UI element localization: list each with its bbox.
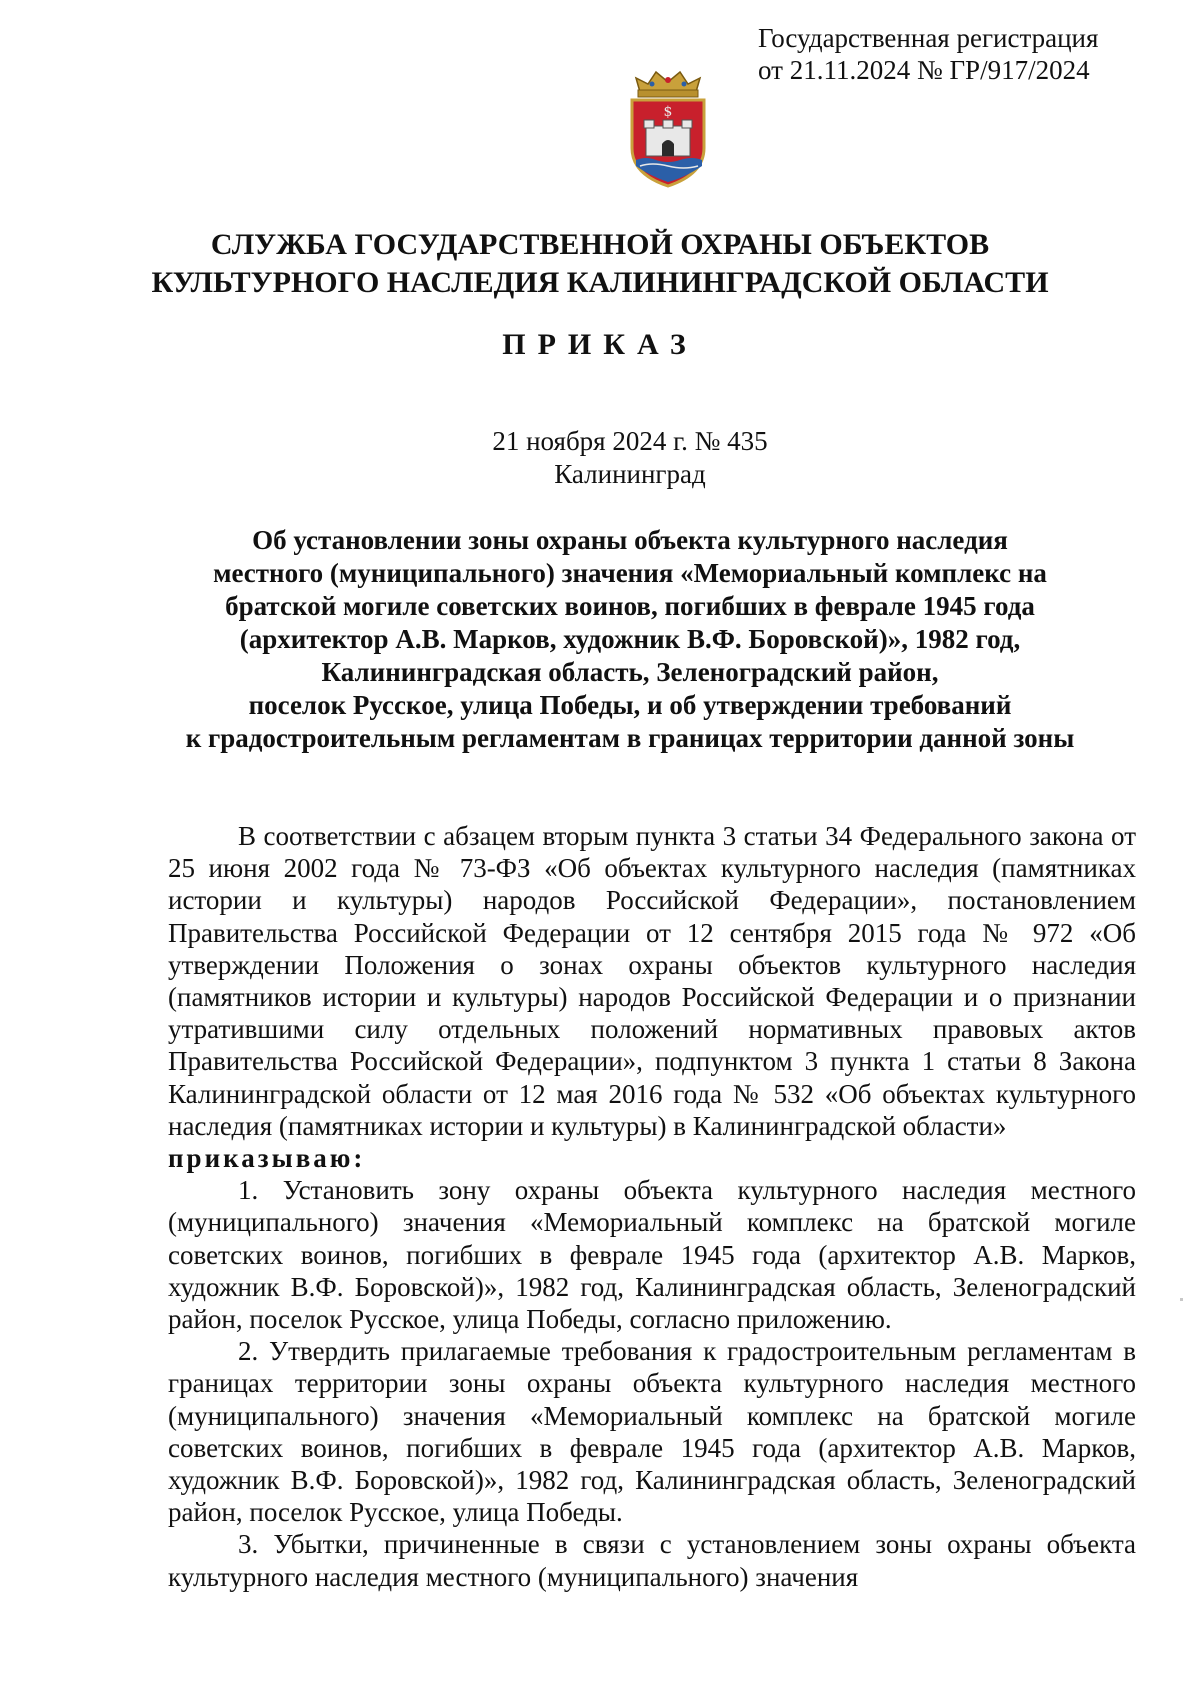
city: Калининград	[554, 459, 706, 489]
subject-line: местного (муниципального) значения «Мемориальный комплекс на	[213, 558, 1047, 588]
item-3-paragraph: 3. Убытки, причиненные в связи с установлением зоны охраны объекта культурного наследия местного (муниципального) значения	[168, 1529, 1136, 1592]
scan-dot	[1180, 1298, 1183, 1301]
organization-line-1: СЛУЖБА ГОСУДАРСТВЕННОЙ ОХРАНЫ ОБЪЕКТОВ	[210, 228, 990, 261]
registration-line-2: от 21.11.2024 № ГР/917/2024	[758, 55, 1090, 85]
document-subject	[160, 524, 1100, 755]
date-and-number: 21 ноября 2024 г. № 435	[492, 426, 768, 456]
svg-text:$: $	[663, 104, 673, 120]
subject-line: (архитектор А.В. Марков, художник В.Ф. Боровской)», 1982 год,	[239, 624, 1021, 654]
subject-line: братской могиле советских воинов, погибших в феврале 1945 года	[225, 591, 1035, 621]
order-word: приказываю:	[168, 1143, 366, 1174]
document-type: ПРИКАЗ	[502, 328, 698, 361]
item-2-paragraph: 2. Утвердить прилагаемые требования к градостроительным регламентам в границах территории зоны охраны объекта культурного наследия местного (муниципального) значения «Мемориальный комплекс на братской могиле советских воинов, погибших в феврале 1945 года (архитектор А.В. Марков, художник В.Ф. Боровской)», 1982 год, Калининградская область, Зеленоградский район, поселок Русское, улица Победы.	[168, 1336, 1136, 1528]
registration-line-1: Государственная регистрация	[758, 23, 1099, 53]
organization-name	[0, 226, 1200, 302]
subject-line: к градостроительным регламентам в границах территории данной зоны	[185, 723, 1075, 753]
preamble-paragraph: В соответствии с абзацем вторым пункта 3 статьи 34 Федерального закона от 25 июня 2002 года № 73-ФЗ «Об объектах культурного наследия (памятниках истории и культуры) народов Российской Федерации», постановлением Правительства Российской Федерации от 12 сентября 2015 года № 972 «Об утверждении Положения о зонах охраны объектов культурного наследия (памятников истории и культуры) народов Российской Федерации и о признании утратившими силу отдельных положений нормативных правовых актов Правительства Российской Федерации», подпунктом 3 пункта 1 статьи 8 Закона Калининградской области от 12 мая 2016 года № 532 «Об объектах культурного наследия (памятниках истории и культуры) в Калининградской области»	[168, 821, 1136, 1141]
document-body	[168, 820, 1136, 1593]
subject-line: поселок Русское, улица Победы, и об утверждении требований	[248, 690, 1012, 720]
item-1-paragraph: 1. Установить зону охраны объекта культурного наследия местного (муниципального) значения «Мемориальный комплекс на братской могиле советских воинов, погибших в феврале 1945 года (архитектор А.В. Марков, художник В.Ф. Боровской)», 1982 год, Калининградская область, Зеленоградский район, поселок Русское, улица Победы, согласно приложению.	[168, 1175, 1136, 1335]
date-block	[0, 425, 1200, 491]
registration-stamp	[758, 22, 1098, 86]
organization-line-2: КУЛЬТУРНОГО НАСЛЕДИЯ КАЛИНИНГРАДСКОЙ ОБЛАСТИ	[151, 266, 1049, 299]
subject-line: Об установлении зоны охраны объекта культурного наследия	[252, 525, 1008, 555]
kaliningrad-coat-of-arms-icon	[622, 70, 714, 188]
subject-line: Калининградская область, Зеленоградский район,	[321, 657, 939, 687]
